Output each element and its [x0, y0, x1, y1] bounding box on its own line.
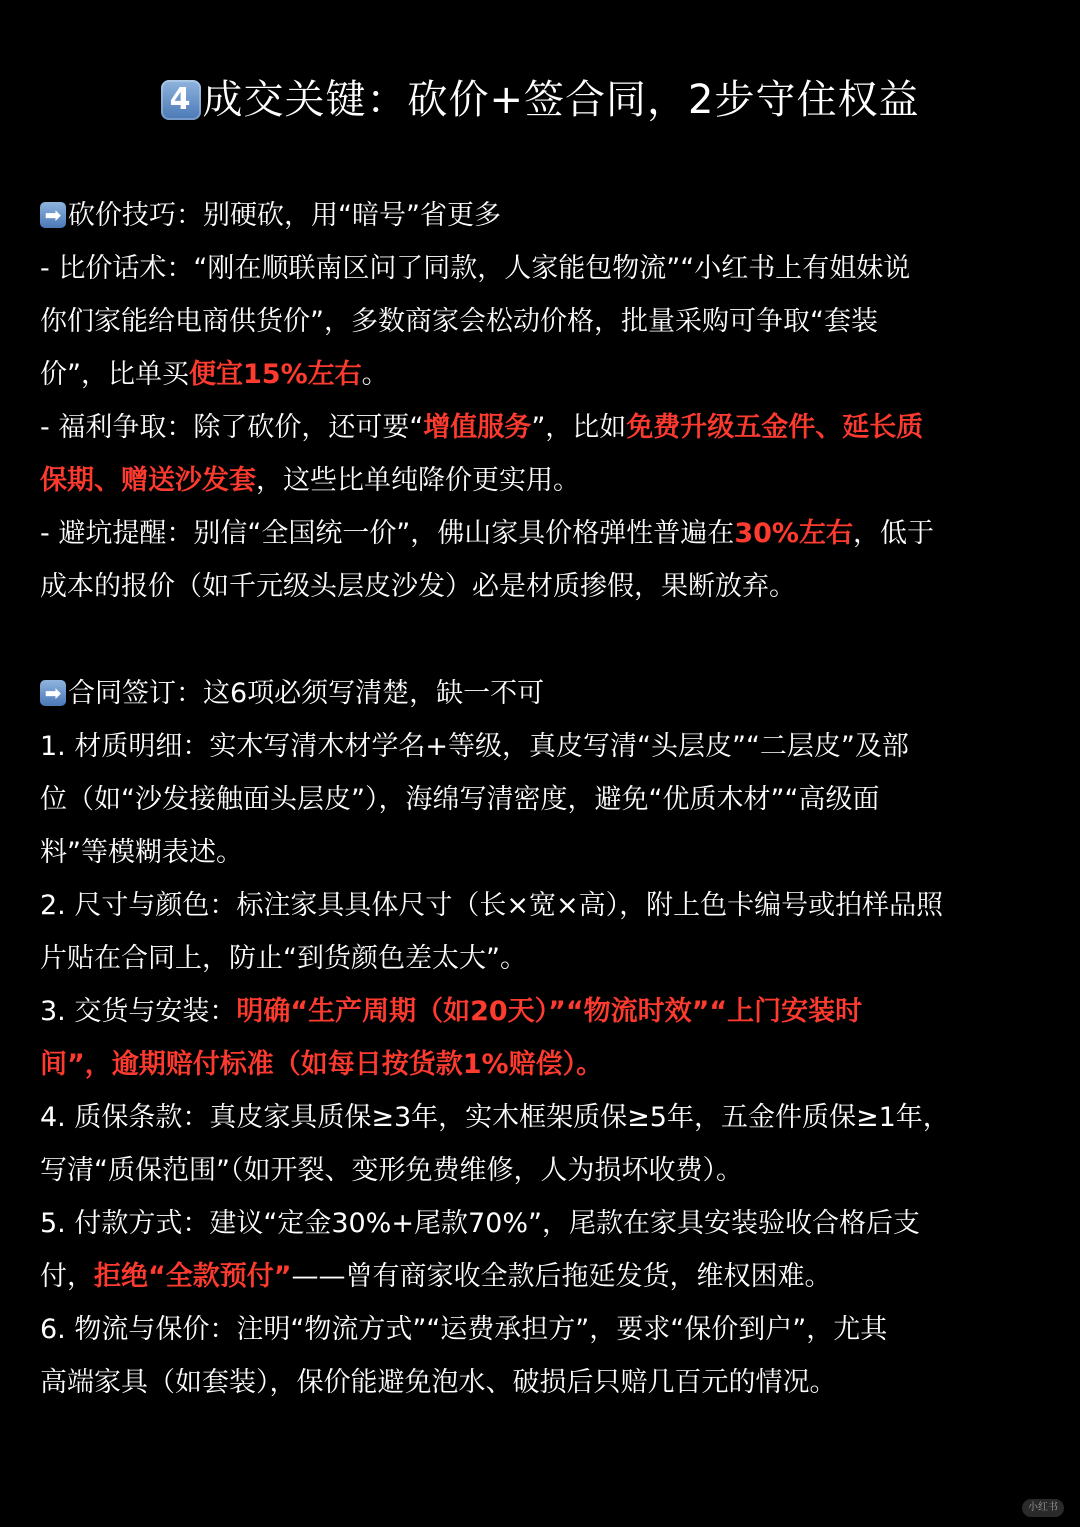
text-line	[40, 1197, 1040, 1250]
body-text: 位（如“沙发接触面头层皮”），海绵写清密度，避免“优质木材”“高级面	[40, 784, 880, 815]
highlight-text: 明确“生产周期（如20天）”“物流时效”“上门安装时	[236, 996, 863, 1027]
bargaining-lines	[40, 242, 1040, 613]
highlight-text: 保期、赠送沙发套	[40, 465, 256, 496]
body-text: 料”等模糊表述。	[40, 837, 243, 868]
page-title	[0, 70, 1080, 130]
body-text: 2. 尺寸与颜色：标注家具具体尺寸（长×宽×高），附上色卡编号或拍样品照	[40, 890, 944, 921]
section-heading	[40, 189, 1040, 242]
body-text: 成本的报价（如千元级头层皮沙发）必是材质掺假，果断放弃。	[40, 571, 796, 602]
highlight-text: 30%左右	[734, 518, 853, 549]
body-text: 写清“质保范围”（如开裂、变形免费维修，人为损坏收费）。	[40, 1155, 743, 1186]
text-line	[40, 879, 1040, 932]
body-text: 6. 物流与保价：注明“物流方式”“运费承担方”，要求“保价到户”，尤其	[40, 1314, 888, 1345]
page-title-text: 成交关键：砍价+签合同，2步守住权益	[202, 77, 920, 123]
highlight-text: 便宜15%左右	[189, 359, 362, 390]
body-text: 付，	[40, 1261, 94, 1292]
bargaining-heading: 砍价技巧：别硬砍，用“暗号”省更多	[68, 200, 501, 231]
text-line	[40, 720, 1040, 773]
text-line	[40, 1356, 1040, 1409]
text-line	[40, 1038, 1040, 1091]
section-heading	[40, 667, 1040, 720]
body-text: 高端家具（如套装），保价能避免泡水、破损后只赔几百元的情况。	[40, 1367, 837, 1398]
body-text: 4. 质保条款：真皮家具质保≥3年，实木框架质保≥5年，五金件质保≥1年，	[40, 1102, 950, 1133]
body-text: - 比价话术：“刚在顺联南区问了同款，人家能包物流”“小红书上有姐妹说	[40, 253, 911, 284]
body-text: 片贴在合同上，防止“到货颜色差太大”。	[40, 943, 527, 974]
body-text: ”，比如	[531, 412, 627, 443]
body-text: ，低于	[852, 518, 934, 549]
text-line	[40, 507, 1040, 560]
text-line	[40, 242, 1040, 295]
text-line	[40, 454, 1040, 507]
body-text: - 避坑提醒：别信“全国统一价”，佛山家具价格弹性普遍在	[40, 518, 735, 549]
text-line	[40, 932, 1040, 985]
body-text: 5. 付款方式：建议“定金30%+尾款70%”，尾款在家具安装验收合格后支	[40, 1208, 920, 1239]
text-line	[40, 826, 1040, 879]
contract-lines	[40, 720, 1040, 1409]
text-line	[40, 560, 1040, 613]
contract-heading: 合同签订：这6项必须写清楚，缺一不可	[68, 678, 545, 709]
body-text: - 福利争取：除了砍价，还可要“	[40, 412, 424, 443]
right-arrow-icon: ➡	[40, 680, 66, 706]
text-line	[40, 1144, 1040, 1197]
highlight-text: 免费升级五金件、延长质	[626, 412, 924, 443]
text-line	[40, 1303, 1040, 1356]
text-line	[40, 348, 1040, 401]
right-arrow-icon: ➡	[40, 202, 66, 228]
text-line	[40, 985, 1040, 1038]
highlight-text: 增值服务	[423, 412, 532, 443]
body-text: ，这些比单纯降价更实用。	[256, 465, 580, 496]
text-line	[40, 401, 1040, 454]
highlight-text: 间”，逾期赔付标准（如每日按货款1%赔偿）。	[40, 1049, 604, 1080]
body-text: 1. 材质明细：实木写清木材学名+等级，真皮写清“头层皮”“二层皮”及部	[40, 731, 909, 762]
keycap-4-icon: 4	[161, 80, 201, 120]
text-line	[40, 295, 1040, 348]
body-text: 。	[361, 359, 389, 390]
body-text: 你们家能给电商供货价”，多数商家会松动价格，批量采购可争取“套装	[40, 306, 878, 337]
bargaining-section	[40, 189, 1040, 613]
highlight-text: 拒绝“全款预付”	[94, 1261, 292, 1292]
text-line	[40, 773, 1040, 826]
body-text: ——曾有商家收全款后拖延发货，维权困难。	[291, 1261, 832, 1292]
text-line	[40, 1091, 1040, 1144]
contract-section	[40, 667, 1040, 1409]
body-text: 价”，比单买	[40, 359, 189, 390]
watermark-logo: 小红书	[1022, 1499, 1064, 1517]
text-line	[40, 1250, 1040, 1303]
body-text: 3. 交货与安装：	[40, 996, 237, 1027]
